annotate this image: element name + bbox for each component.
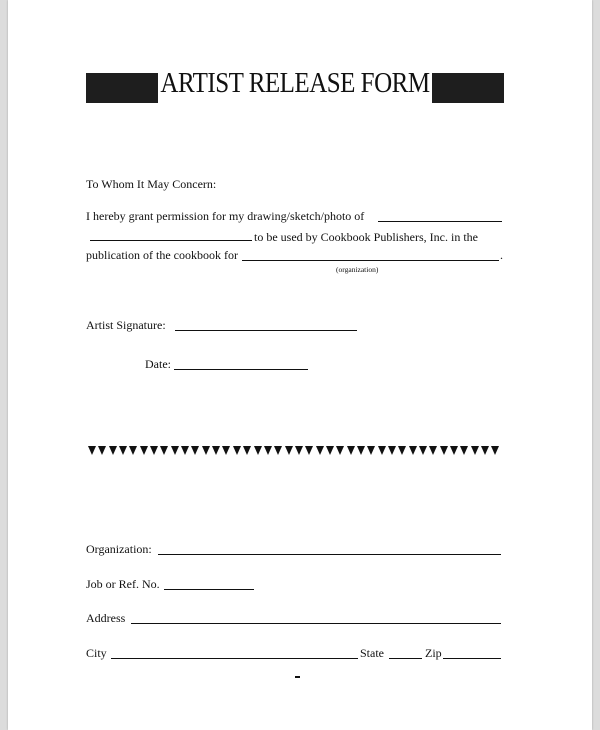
organization-field[interactable] xyxy=(242,260,499,261)
zip-input[interactable] xyxy=(443,658,501,659)
divider-triangle xyxy=(491,446,499,455)
state-input[interactable] xyxy=(389,658,422,659)
divider-triangle xyxy=(316,446,324,455)
salutation: To Whom It May Concern: xyxy=(86,177,217,191)
divider-triangle xyxy=(398,446,406,455)
divider-triangle xyxy=(181,446,189,455)
job-ref-input[interactable] xyxy=(164,589,254,590)
form-title: ARTIST RELEASE FORM xyxy=(160,68,430,99)
divider-triangle xyxy=(481,446,489,455)
divider-triangle xyxy=(233,446,241,455)
divider-triangle xyxy=(388,446,396,455)
divider-triangle xyxy=(150,446,158,455)
state-label: State xyxy=(360,646,384,660)
divider-triangle xyxy=(471,446,479,455)
signature-field[interactable] xyxy=(175,330,357,331)
usage-text: to be used by Cookbook Publishers, Inc. in the xyxy=(254,230,478,244)
triangle-divider xyxy=(88,446,500,455)
divider-triangle xyxy=(305,446,313,455)
divider-triangle xyxy=(460,446,468,455)
divider-triangle xyxy=(129,446,137,455)
publication-text: publication of the cookbook for xyxy=(86,248,238,262)
divider-triangle xyxy=(140,446,148,455)
divider-triangle xyxy=(367,446,375,455)
signature-label: Artist Signature: xyxy=(86,318,166,332)
divider-triangle xyxy=(285,446,293,455)
divider-triangle xyxy=(160,446,168,455)
divider-triangle xyxy=(212,446,220,455)
divider-triangle xyxy=(295,446,303,455)
date-field[interactable] xyxy=(174,369,308,370)
divider-triangle xyxy=(347,446,355,455)
organization-label: Organization: xyxy=(86,542,152,556)
divider-triangle xyxy=(440,446,448,455)
divider-triangle xyxy=(98,446,106,455)
city-input[interactable] xyxy=(111,658,358,659)
title-bar-right xyxy=(432,73,504,103)
divider-triangle xyxy=(109,446,117,455)
organization-caption: (organization) xyxy=(336,265,379,274)
address-label: Address xyxy=(86,611,126,625)
artist-name-field[interactable] xyxy=(90,240,252,241)
divider-triangle xyxy=(119,446,127,455)
divider-triangle xyxy=(202,446,210,455)
divider-triangle xyxy=(429,446,437,455)
divider-triangle xyxy=(88,446,96,455)
document-page xyxy=(8,0,592,730)
address-input[interactable] xyxy=(131,623,501,624)
organization-input[interactable] xyxy=(158,554,501,555)
divider-triangle xyxy=(336,446,344,455)
permission-text: I hereby grant permission for my drawing/sketch/photo of xyxy=(86,209,365,223)
date-label: Date: xyxy=(145,357,171,371)
divider-triangle xyxy=(191,446,199,455)
period: . xyxy=(500,248,503,262)
divider-triangle xyxy=(378,446,386,455)
divider-triangle xyxy=(222,446,230,455)
page-mark xyxy=(295,676,300,678)
divider-triangle xyxy=(419,446,427,455)
city-label: City xyxy=(86,646,107,660)
divider-triangle xyxy=(243,446,251,455)
subject-field[interactable] xyxy=(378,221,502,222)
divider-triangle xyxy=(254,446,262,455)
divider-triangle xyxy=(264,446,272,455)
divider-triangle xyxy=(274,446,282,455)
divider-triangle xyxy=(171,446,179,455)
divider-triangle xyxy=(326,446,334,455)
title-bar-left xyxy=(86,73,158,103)
divider-triangle xyxy=(450,446,458,455)
divider-triangle xyxy=(357,446,365,455)
zip-label: Zip xyxy=(425,646,442,660)
job-ref-label: Job or Ref. No. xyxy=(86,577,160,591)
divider-triangle xyxy=(409,446,417,455)
